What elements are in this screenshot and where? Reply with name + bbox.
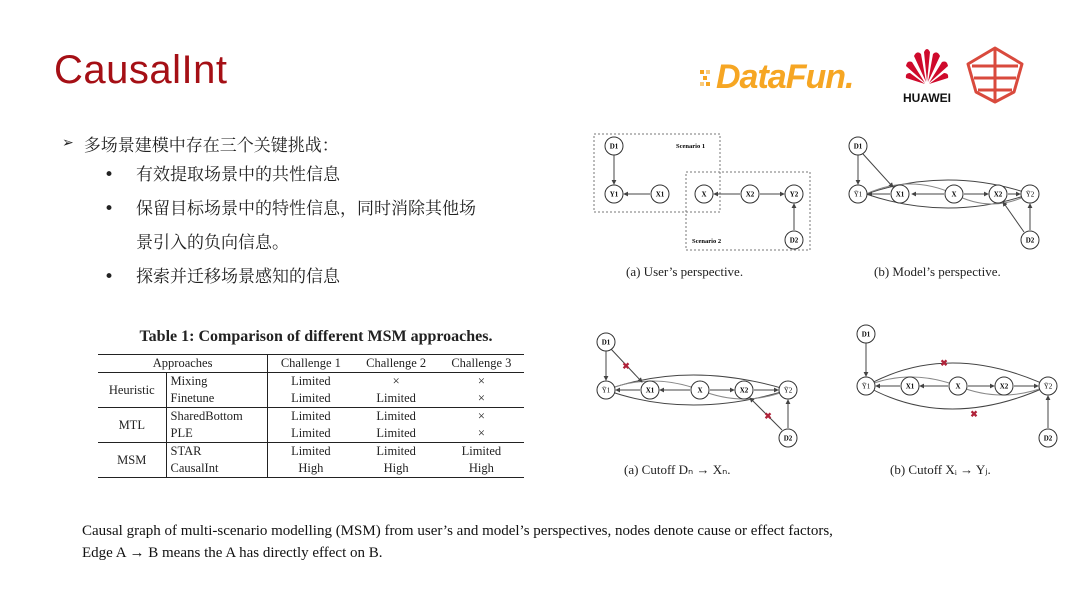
graph-models-perspective [849, 137, 1039, 249]
node-label: Y1 [609, 190, 619, 199]
table-cell: Limited [376, 409, 416, 423]
graph-node [1039, 377, 1057, 395]
challenge-item [100, 192, 562, 260]
node-label: Y2 [789, 190, 799, 199]
node-label: D2 [1043, 434, 1053, 443]
causal-graph-figures [590, 128, 1060, 488]
bullet-dot-icon: • [104, 165, 115, 185]
scenario-label: Scenario 2 [692, 238, 722, 245]
table-cell: SharedBottom [166, 408, 268, 426]
table-cell: Mixing [166, 373, 268, 391]
node-label: D1 [609, 142, 619, 151]
graph-node [989, 185, 1007, 203]
node-label: X1 [645, 386, 655, 395]
huawei-logo [896, 46, 958, 105]
figure-caption: (a) User’s perspective. [626, 264, 744, 279]
cut-marker-icon: ✖ [764, 411, 772, 421]
node-label: Ỹ1 [853, 190, 863, 199]
huawei-wordmark: HUAWEI [903, 91, 951, 105]
table-cell: STAR [166, 443, 268, 461]
node-label: D1 [601, 338, 611, 347]
graph-node [641, 381, 659, 399]
graph-node [651, 185, 669, 203]
node-label: X1 [655, 190, 665, 199]
table-cell: High [468, 461, 494, 475]
challenge-heading-text: 多场景建模中存在三个关键挑战： [83, 135, 339, 156]
graph-node [597, 333, 615, 351]
graph-node [857, 325, 875, 343]
graph-node [1021, 231, 1039, 249]
node-label: X [955, 382, 961, 391]
graph-node [785, 185, 803, 203]
node-label: D2 [1025, 236, 1035, 245]
datafun-logo: DataFun. [716, 58, 854, 96]
graph-node [605, 185, 623, 203]
table-header: Challenge 2 [354, 355, 439, 373]
table-row [98, 373, 524, 391]
graph-node [695, 185, 713, 203]
table-group: MSM [98, 443, 166, 478]
graph-node [691, 381, 709, 399]
figure-caption: (b) Cutoff Xᵢ → Yⱼ. [890, 462, 991, 477]
table-cell: × [392, 374, 400, 388]
challenge-item-text: 景引入的负向信息。 [136, 233, 289, 253]
bullet-dot-icon: • [104, 267, 115, 287]
challenge-item-text: 保留目标场景中的特性信息，同时消除其他场 [136, 199, 476, 219]
figure-description [82, 520, 1042, 564]
challenge-list [62, 128, 562, 294]
node-label: X [951, 190, 957, 199]
challenge-item-text: 探索并迁移场景感知的信息 [136, 267, 340, 287]
table-cell: High [383, 461, 409, 475]
challenge-item-text: 有效提取场景中的共性信息 [136, 165, 340, 185]
node-label: X1 [905, 382, 915, 391]
node-label: X [697, 386, 703, 395]
table-cell: Limited [268, 390, 354, 408]
graph-node [995, 377, 1013, 395]
node-label: Ỹ1 [601, 386, 611, 395]
slide-title: CausalInt [54, 48, 228, 92]
table-header: Challenge 1 [268, 355, 354, 373]
node-label: D2 [783, 434, 793, 443]
node-label: Ỹ2 [783, 386, 793, 395]
graph-node [785, 231, 803, 249]
graph-node [1021, 185, 1039, 203]
graph-node [735, 381, 753, 399]
graph-node [1039, 429, 1057, 447]
table-cell: × [439, 425, 524, 443]
huawei-flower-icon [904, 46, 950, 86]
graph-node [949, 377, 967, 395]
table-cell: Limited [376, 444, 416, 458]
node-label: X2 [739, 386, 749, 395]
causal-graphs-svg [590, 128, 1060, 488]
table-cell: Limited [291, 444, 331, 458]
node-label: X1 [895, 190, 905, 199]
graph-node [857, 377, 875, 395]
table-group: MTL [98, 408, 166, 443]
graph-node [849, 137, 867, 155]
challenge-item [100, 158, 562, 192]
figure-caption: (b) Model’s perspective. [874, 264, 1001, 279]
graph-node [891, 185, 909, 203]
node-label: Ỹ2 [1043, 382, 1053, 391]
node-label: X2 [993, 190, 1003, 199]
cut-marker-icon: ✖ [970, 409, 978, 419]
table-cell: Limited [354, 390, 439, 408]
node-label: X2 [999, 382, 1009, 391]
logo-bar [700, 40, 1040, 110]
table-cell: Limited [291, 409, 331, 423]
table-row [98, 408, 524, 426]
cut-marker-icon: ✖ [940, 358, 948, 368]
table-cell: Limited [268, 425, 354, 443]
table-header: Challenge 3 [439, 355, 524, 373]
graph-node [741, 185, 759, 203]
table-row [98, 443, 524, 461]
graph-node [945, 185, 963, 203]
table-cell: PLE [166, 425, 268, 443]
table-cell: Limited [291, 374, 331, 388]
graph-cutoff-d-to-x [597, 333, 797, 447]
cut-marker-icon: ✖ [622, 361, 630, 371]
datafun-dots-icon [700, 68, 714, 88]
arrow-bullet-icon: ➢ [62, 135, 74, 151]
table-cell: Limited [461, 444, 502, 458]
table-header: Approaches [98, 355, 268, 373]
node-label: D2 [789, 236, 799, 245]
graph-users-perspective [594, 134, 810, 250]
figure-caption: (a) Cutoff Dₙ → Xₙ. [624, 462, 731, 477]
challenge-heading [62, 128, 562, 158]
node-label: X [701, 190, 707, 199]
challenge-item [100, 260, 562, 294]
graph-node [779, 381, 797, 399]
table-cell: High [298, 461, 324, 475]
table-group: Heuristic [98, 373, 166, 408]
comparison-table-block [98, 328, 524, 478]
graph-node [605, 137, 623, 155]
node-label: X2 [745, 190, 755, 199]
table-cell: × [477, 374, 485, 388]
table-cell: Finetune [166, 390, 268, 408]
figure-description-line: Causal graph of multi-scenario modelling (MSM) from user’s and model’s perspectives, nodes denote cause or effect factors, [82, 523, 833, 539]
figure-description-line: Edge A → B means the A has directly effect on B. [82, 545, 383, 561]
graph-cutoff-x-to-y [857, 325, 1057, 447]
table-cell: Limited [354, 425, 439, 443]
comparison-table [98, 354, 524, 478]
bullet-dot-icon: • [104, 199, 115, 219]
node-label: Ỹ1 [861, 382, 871, 391]
table-cell: × [439, 390, 524, 408]
table-cell: × [477, 409, 485, 423]
table-caption: Table 1: Comparison of different MSM approaches. [139, 328, 493, 345]
shield-logo-icon [962, 44, 1028, 106]
graph-node [779, 429, 797, 447]
node-label: Ỹ2 [1025, 190, 1035, 199]
graph-node [901, 377, 919, 395]
node-label: D1 [861, 330, 871, 339]
scenario-label: Scenario 1 [676, 143, 706, 150]
graph-node [849, 185, 867, 203]
table-cell: CausalInt [166, 460, 268, 478]
graph-node [597, 381, 615, 399]
node-label: D1 [853, 142, 863, 151]
